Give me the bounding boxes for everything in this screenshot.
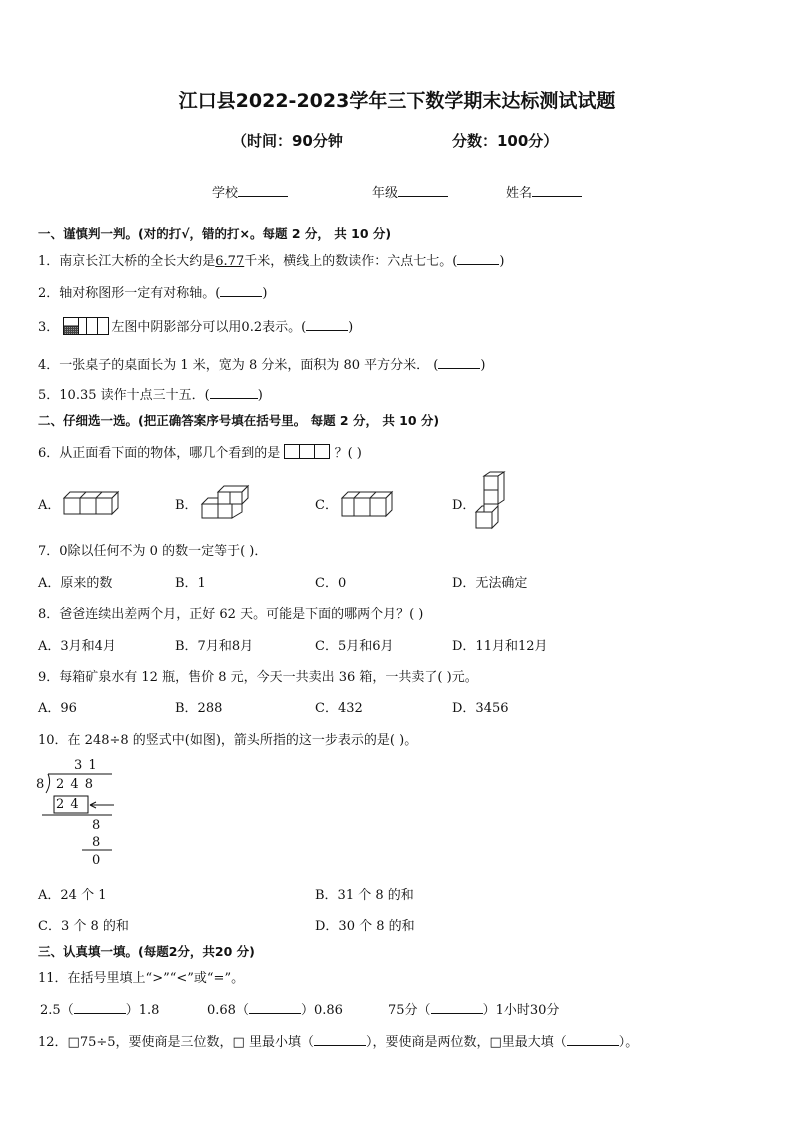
q10-option-c[interactable]: C．3 个 8 的和 xyxy=(38,919,129,934)
q4-text: 4．一张桌子的桌面长为 1 米，宽为 8 分米，面积为 80 平方分米． ( xyxy=(38,358,439,373)
q10-option-d[interactable]: D．30 个 8 的和 xyxy=(315,919,415,934)
q7-option-d[interactable]: D．无法确定 xyxy=(452,576,528,591)
question-4 xyxy=(38,354,485,373)
section-1-heading: 一、谨慎判一判。(对的打√，错的打×。每题 2 分， 共 10 分) xyxy=(38,226,392,241)
question-5 xyxy=(38,384,263,403)
school-field[interactable] xyxy=(212,182,288,201)
division-step-8: 8 xyxy=(92,818,101,833)
q12-text: 12．□75÷5，要使商是三位数，□ 里最小填（ xyxy=(38,1035,314,1050)
q11-item-2-left: 0.68 xyxy=(207,1003,236,1018)
question-11: 11．在括号里填上“>”“<”或“=”。 xyxy=(38,971,245,986)
cube-figure-b xyxy=(198,482,254,524)
question-3 xyxy=(38,316,353,339)
q3-answer-blank[interactable] xyxy=(306,317,348,331)
q3-number: 3． xyxy=(38,320,60,335)
name-field[interactable] xyxy=(506,182,582,201)
q3-end: ) xyxy=(348,320,354,335)
q8-option-c[interactable]: C．5月和6月 xyxy=(315,639,394,654)
shaded-grid-figure xyxy=(63,317,109,339)
page-title: 江口县2022-2023学年三下数学期末达标测试试题 xyxy=(178,90,616,112)
q9-option-d[interactable]: D．3456 xyxy=(452,701,509,716)
q7-option-b[interactable]: B．1 xyxy=(175,576,206,591)
section-2-heading: 二、仔细选一选。(把正确答案序号填在括号里。 每题 2 分， 共 10 分) xyxy=(38,413,440,428)
three-squares-figure xyxy=(284,444,330,463)
grade-label: 年级 xyxy=(372,186,399,201)
q9-option-c[interactable]: C．432 xyxy=(315,701,363,716)
q11-item-3-right: 1小时30分 xyxy=(495,1003,560,1018)
q5-end: ) xyxy=(257,388,263,403)
q6-option-c[interactable]: C． xyxy=(315,498,338,513)
name-label: 姓名 xyxy=(506,186,533,201)
school-blank[interactable] xyxy=(238,183,288,197)
q11-item-3: 75分（ ）1小时30分 xyxy=(388,999,559,1018)
q2-end: ) xyxy=(262,286,268,301)
q11-item-1-blank[interactable] xyxy=(74,1000,126,1014)
q11-item-3-left: 75分 xyxy=(388,1003,418,1018)
division-step-8b: 8 xyxy=(92,835,101,850)
q7-option-c[interactable]: C．0 xyxy=(315,576,347,591)
q12-end: ）。 xyxy=(618,1035,639,1050)
q6-option-d[interactable]: D． xyxy=(452,498,476,513)
cube-figure-d xyxy=(474,470,506,536)
q8-option-d[interactable]: D．11月和12月 xyxy=(452,639,548,654)
q6-end: ？( ) xyxy=(334,446,362,461)
question-10: 10．在 248÷8 的竖式中(如图)，箭头所指的这一步表示的是( )。 xyxy=(38,733,418,748)
time-label: （时间：90分钟 xyxy=(232,132,343,150)
q11-item-2-right: 0.86 xyxy=(313,1003,343,1018)
school-label: 学校 xyxy=(212,186,239,201)
q1-text-post: 千米，横线上的数读作：六点七七。( xyxy=(244,254,458,269)
q1-underlined-number: 6.77 xyxy=(215,254,245,269)
score-label: 分数：100分） xyxy=(452,132,559,150)
division-step-24: 2 4 xyxy=(56,797,80,812)
question-9: 9．每箱矿泉水有 12 瓶，售价 8 元，今天一共卖出 36 箱，一共卖了( )元。 xyxy=(38,670,478,685)
cube-figure-a xyxy=(62,488,122,522)
q4-end: ) xyxy=(480,358,486,373)
question-1 xyxy=(38,250,504,269)
q5-text: 5．10.35 读作十点三十五．( xyxy=(38,388,210,403)
grade-blank[interactable] xyxy=(398,183,448,197)
q2-answer-blank[interactable] xyxy=(220,283,262,297)
q7-option-a[interactable]: A．原来的数 xyxy=(38,576,113,591)
question-12 xyxy=(38,1031,638,1050)
q5-answer-blank[interactable] xyxy=(210,385,258,399)
grade-field[interactable] xyxy=(372,182,448,201)
q8-option-a[interactable]: A．3月和4月 xyxy=(38,639,116,654)
section-3-heading: 三、认真填一填。(每题2分，共20 分) xyxy=(38,944,255,959)
q2-text: 2．轴对称图形一定有对称轴。( xyxy=(38,286,221,301)
q4-answer-blank[interactable] xyxy=(438,355,480,369)
q9-option-b[interactable]: B．288 xyxy=(175,701,223,716)
q6-option-a[interactable]: A． xyxy=(38,498,61,513)
q11-item-2-blank[interactable] xyxy=(249,1000,301,1014)
q10-option-a[interactable]: A．24 个 1 xyxy=(38,888,107,903)
q1-answer-blank[interactable] xyxy=(457,251,499,265)
question-6 xyxy=(38,442,362,463)
question-7: 7．0除以任何不为 0 的数一定等于( )． xyxy=(38,544,268,559)
q12-blank-1[interactable] xyxy=(314,1032,366,1046)
q10-option-b[interactable]: B．31 个 8 的和 xyxy=(315,888,414,903)
q9-option-a[interactable]: A．96 xyxy=(38,701,77,716)
q11-item-1: 2.5（ ）1.8 xyxy=(40,999,159,1018)
division-dividend: 2 4 8 xyxy=(56,777,95,792)
q11-item-2: 0.68（ ）0.86 xyxy=(207,999,343,1018)
division-divisor: 8 xyxy=(36,777,45,792)
division-remainder: 0 xyxy=(92,853,101,868)
q6-text: 6．从正面看下面的物体，哪几个看到的是 xyxy=(38,446,281,461)
q11-item-3-blank[interactable] xyxy=(431,1000,483,1014)
q11-item-1-right: 1.8 xyxy=(138,1003,160,1018)
q1-text: 1．南京长江大桥的全长大约是 xyxy=(38,254,216,269)
q3-text: 左图中阴影部分可以用0.2表示。( xyxy=(111,320,307,335)
question-2 xyxy=(38,282,267,301)
division-quotient: 3 1 xyxy=(74,758,98,773)
q6-option-b[interactable]: B． xyxy=(175,498,198,513)
long-division-figure xyxy=(36,756,126,871)
q12-blank-2[interactable] xyxy=(567,1032,619,1046)
cube-figure-c xyxy=(338,488,394,524)
q12-mid: ），要使商是两位数，□里最大填（ xyxy=(365,1035,567,1050)
q11-item-1-left: 2.5 xyxy=(40,1003,61,1018)
question-8: 8．爸爸连续出差两个月，正好 62 天。可能是下面的哪两个月？( ) xyxy=(38,607,424,622)
q1-end: ) xyxy=(499,254,505,269)
name-blank[interactable] xyxy=(532,183,582,197)
q8-option-b[interactable]: B．7月和8月 xyxy=(175,639,254,654)
